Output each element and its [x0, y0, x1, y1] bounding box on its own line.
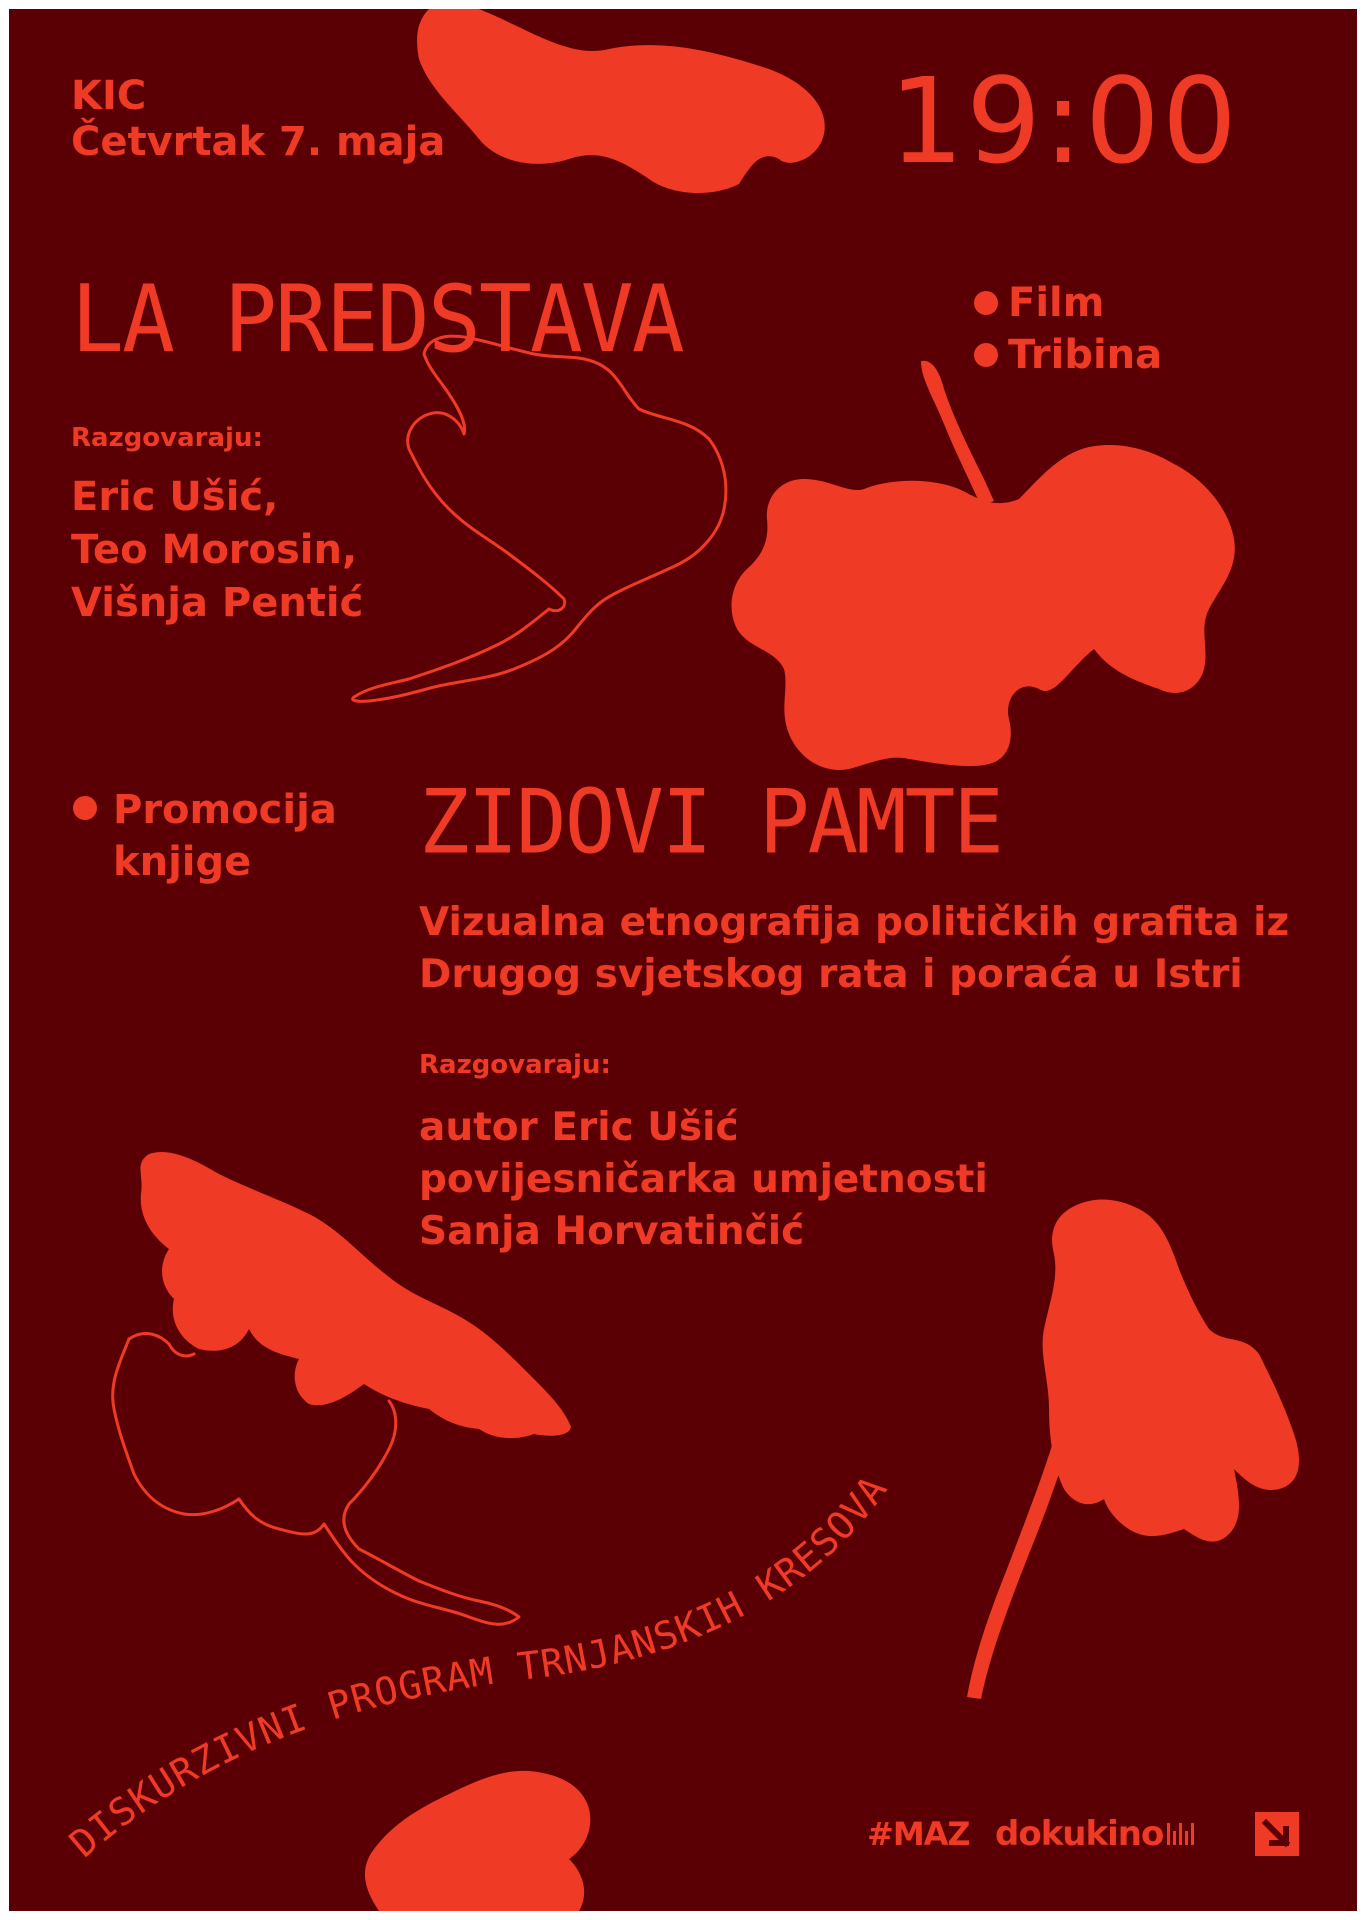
- bullet-dot-icon: [974, 291, 998, 315]
- speaker-name: Višnja Pentić: [71, 580, 364, 626]
- dokukino-logo-text: dokukino: [995, 1814, 1164, 1854]
- program1-speakers-label: Razgovaraju:: [71, 423, 263, 453]
- tag-tribina: [974, 329, 1162, 381]
- tag-film: [974, 277, 1162, 329]
- program2-subtitle: [419, 897, 1289, 1001]
- program2-tag-label: [113, 784, 337, 888]
- event-time: 19:00: [888, 52, 1239, 190]
- subtitle-line: Vizualna etnografija političkih grafita iz: [419, 900, 1290, 945]
- program2-speakers-label: Razgovaraju:: [419, 1050, 611, 1080]
- program2-title: ZIDOVI PAMTE: [419, 770, 1002, 874]
- maz-logo: [867, 1809, 970, 1859]
- speaker-name: povijesničarka umjetnosti: [419, 1157, 988, 1202]
- speaker-name: Sanja Horvatinčić: [419, 1209, 805, 1254]
- dokukino-logo: [995, 1809, 1194, 1859]
- speaker-name: Teo Morosin,: [71, 527, 358, 573]
- arrow-down-right-icon: [1255, 1812, 1299, 1856]
- tag-line: Promocija: [113, 787, 337, 833]
- dokukino-bars-icon: [1167, 1823, 1194, 1845]
- bullet-dot-icon: [974, 343, 998, 367]
- speaker-name: autor Eric Ušić: [419, 1105, 739, 1150]
- program1-speakers: [71, 471, 363, 630]
- program1-tags: [974, 277, 1162, 381]
- bullet-dot-icon: [73, 796, 97, 820]
- tag-label: Tribina: [1008, 332, 1163, 378]
- program1-title: LA PREDSTAVA: [71, 264, 683, 373]
- poppy-stem-lower-right: [967, 1429, 1071, 1699]
- event-venue-date: [71, 73, 445, 165]
- speaker-name: Eric Ušić,: [71, 474, 279, 520]
- poppy-petal-top: [417, 9, 825, 193]
- poppy-petal-bottom: [365, 1771, 590, 1911]
- poppy-outline-upper: [353, 336, 726, 701]
- poster: [9, 9, 1357, 1911]
- subtitle-line: Drugog svjetskog rata i poraća u Istri: [419, 952, 1243, 997]
- series-title: DISKURZIVNI PROGRAM TRNJANSKIH KRESOVA: [61, 1467, 896, 1866]
- tag-label: Film: [1008, 280, 1105, 326]
- event-venue: KIC: [71, 73, 147, 119]
- program2-speakers: [419, 1102, 988, 1258]
- event-date: Četvrtak 7. maja: [71, 119, 446, 165]
- tag-line: knjige: [113, 839, 252, 885]
- poppy-flower-lower-right: [1043, 1200, 1299, 1542]
- maz-logo-text: #MAZ: [867, 1815, 970, 1853]
